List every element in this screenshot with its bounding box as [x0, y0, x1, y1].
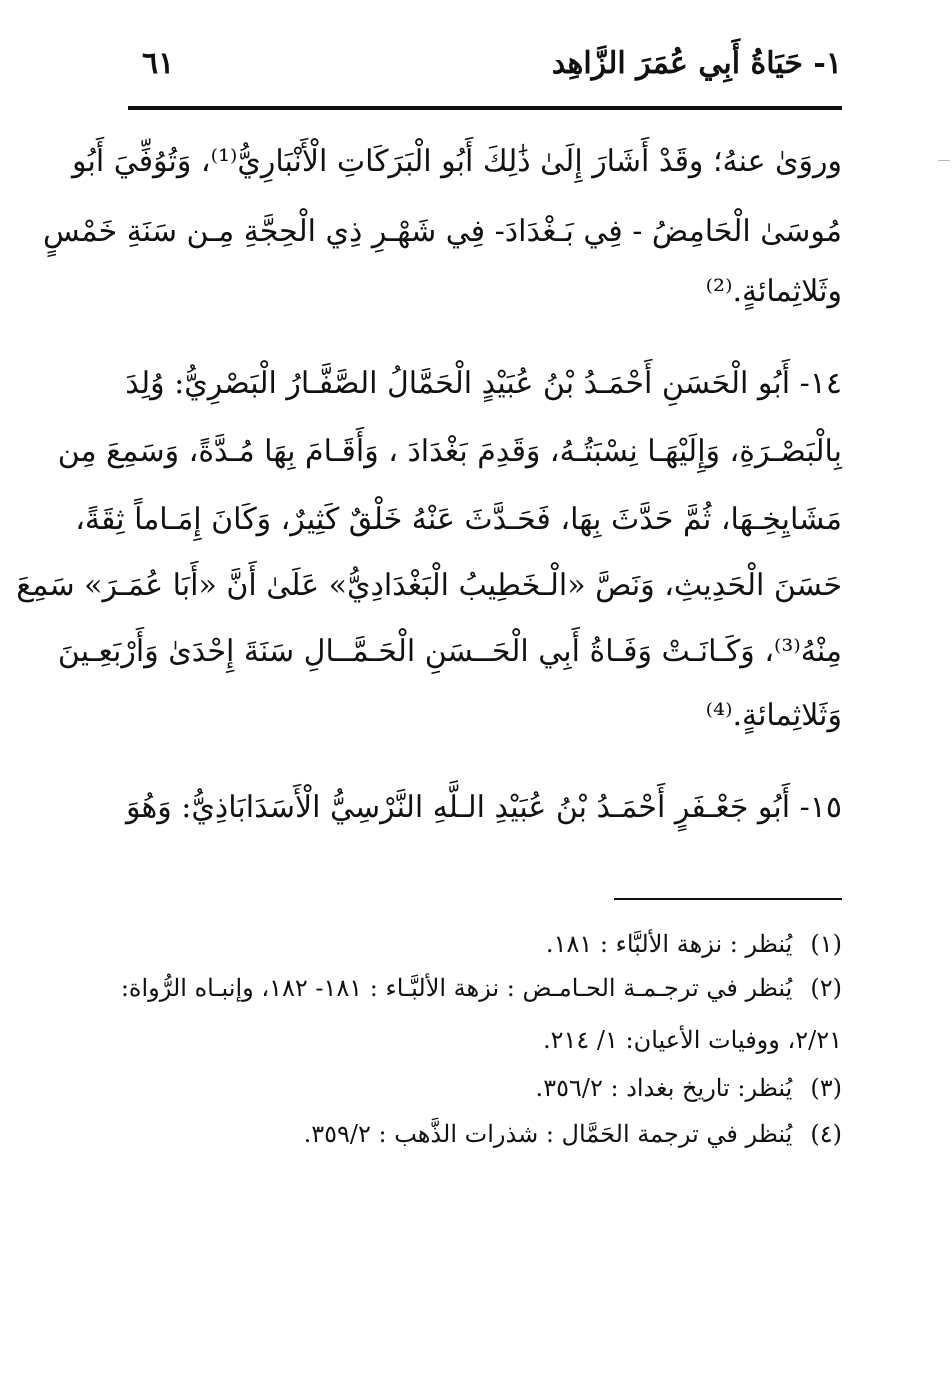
page-number: ٦١ [142, 46, 175, 81]
body-line: وثَلاثِمائةٍ.⁽²⁾ [705, 274, 842, 309]
footnote-number: (٣) [810, 1074, 842, 1102]
footnote-text: يُنظر في ترجـمـة الحـامـض : نزهة الألبَّـاء : ١٨١- ١٨٢، وإنبـاه الرُّواة: [120, 974, 793, 1002]
footnote-text: يُنظر في ترجمة الحَمَّال : شذرات الذَّهب : ٣٥٩/٢. [303, 1120, 793, 1148]
footnote-text: يُنظر : نزهة الألبَّاء : ١٨١. [545, 930, 793, 958]
body-line: مُوسَىٰ الْحَامِضُ - فِي بَـغْدَادَ- فِي شَهْـرِ ذِي الْحِجَّةِ مِـن سَنَةِ خَمْسٍ [43, 214, 842, 249]
header-title: ١- حَيَاةُ أَبِي عُمَرَ الزَّاهِد [551, 46, 842, 81]
body-line: ١٤- أَبُو الْحَسَنِ أَحْمَـدُ بْنُ عُبَيْدٍ الْحَمَّالُ الصَّفَّـارُ الْبَصْرِيُّ: وُلِدَ [125, 366, 842, 401]
body-line: وروَىٰ عنهُ؛ وقَدْ أَشَارَ إِلَىٰ ذَٰلِكَ أَبُو الْبَرَكَاتِ الْأَنْبَارِيُّ⁽¹⁾، وَتُوُفِّيَ أَبُو [71, 144, 842, 179]
body-line: وَثَلاثِمائةٍ.⁽⁴⁾ [705, 698, 842, 733]
footnote-number: (١) [810, 930, 842, 958]
body-line: حَسَنَ الْحَدِيثِ، وَنَصَّ «الْـخَطِيبُ الْبَغْدَادِيُّ» عَلَىٰ أَنَّ «أَبَا عُمَـرَ» سَمِعَ [16, 568, 842, 603]
footnote [128, 1118, 842, 1150]
footnote-text: يُنظر: تاريخ بغداد : ٣٥٦/٢. [535, 1074, 793, 1102]
body-line: مِنْهُ⁽³⁾، وَكَـانَـتْ وَفَـاةُ أَبِي الْحَــسَنِ الْحَـمَّــالِ سَنَةَ إِحْدَىٰ وَأَرْبَعِـينَ [57, 634, 842, 669]
body-line: ١٥- أَبُو جَعْـفَرٍ أَحْمَـدُ بْنُ عُبَيْدِ الـلَّهِ النَّرْسِيُّ الْأَسَدَابَاذِيُّ: وَهُوَ [125, 790, 842, 825]
footnote-continuation [128, 1024, 886, 1056]
body-line: بِالْبَصْـرَةِ، وَإِلَيْهَـا نِسْبَتُـهُ، وَقَدِمَ بَغْدَادَ ، وَأَقَـامَ بِهَا مُـدَّةً، وَسَمِعَ مِن [57, 434, 842, 469]
footnote-number: (٢) [810, 974, 842, 1002]
margin-mark [938, 160, 950, 161]
footnote [120, 972, 842, 1004]
footnote [128, 1072, 842, 1104]
footnote-separator [614, 898, 842, 900]
header-rule [128, 106, 842, 110]
footnote-text: ٢/٢١، ووفيات الأعيان: ١/ ٢١٤. [542, 1026, 842, 1054]
footnote [128, 928, 842, 960]
body-line: مَشَايِخِـهَا، ثُمَّ حَدَّثَ بِهَا، فَحَـدَّثَ عَنْهُ خَلْقٌ كَثِيرٌ، وَكَانَ إِمَـاماً ثِقَةً، [75, 502, 842, 537]
footnote-number: (٤) [810, 1120, 842, 1148]
running-header [128, 42, 842, 104]
